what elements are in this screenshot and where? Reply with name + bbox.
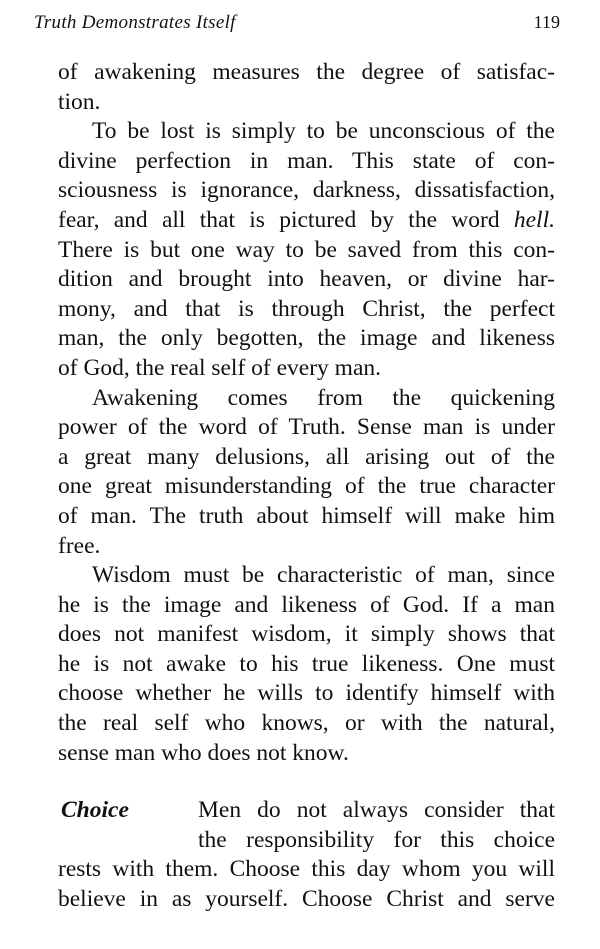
text-line: Wisdom must be characteristic of man, since [92, 562, 555, 589]
text-line: he is not awake to his true likeness. One must [58, 650, 555, 677]
text-line: Men do not always consider that [198, 797, 555, 824]
page-number: 119 [533, 12, 560, 32]
text-line: power of the word of Truth. Sense man is under [58, 414, 555, 441]
running-header [34, 12, 560, 40]
text-line: tion. [58, 88, 101, 115]
text-line: of man. The truth about himself will make him [58, 502, 555, 529]
text-line: mony, and that is through Christ, the perfect [58, 295, 555, 322]
text-line: does not manifest wisdom, it simply shows that [58, 621, 555, 648]
section-sidehead: Choice [61, 797, 129, 824]
text-line-with-italic [58, 206, 555, 236]
text-line: one great misunderstanding of the true character [58, 473, 555, 500]
text-line: Awakening comes from the quickening [92, 384, 555, 411]
text-line: believe in as yourself. Choose Christ and serve [58, 886, 555, 913]
text-line: of awakening measures the degree of satisfac- [58, 59, 555, 85]
text-line: dition and brought into heaven, or divine har- [58, 266, 555, 293]
text-line: the responsibility for this choice [198, 826, 555, 853]
text-line: a great many delusions, all arising out of the [58, 443, 555, 470]
text-line: There is but one way to be saved from this con- [58, 236, 555, 263]
text-line: man, the only begotten, the image and likeness [58, 325, 555, 352]
text-fragment: fear, and all that is pictured by the word [58, 206, 514, 233]
paragraph-continuation [58, 58, 555, 117]
paragraph-choice [58, 796, 555, 914]
text-line: divine perfection in man. This state of con- [58, 147, 555, 174]
text-line: he is the image and likeness of God. If a man [58, 591, 555, 618]
text-line: To be lost is simply to be unconscious of the [92, 118, 555, 145]
choice-section [58, 796, 555, 914]
text-line: the real self who knows, or with the natural, [58, 710, 555, 737]
text-line: sciousness is ignorance, darkness, dissatisfaction, [58, 177, 555, 204]
page-body [58, 58, 555, 915]
text-line: choose whether he wills to identify himself with [58, 680, 555, 707]
italic-word: hell. [513, 206, 555, 233]
text-line: sense man who does not know. [58, 739, 349, 766]
paragraph-awakening [58, 384, 555, 562]
text-line: of God, the real self of every man. [58, 354, 381, 381]
text-line: rests with them. Choose this day whom you will [58, 856, 555, 883]
section-gap [58, 768, 555, 796]
running-head-title: Truth Demonstrates Itself [34, 12, 236, 33]
paragraph-to-be-lost [58, 117, 555, 383]
paragraph-wisdom [58, 561, 555, 768]
text-line: free. [58, 532, 101, 559]
